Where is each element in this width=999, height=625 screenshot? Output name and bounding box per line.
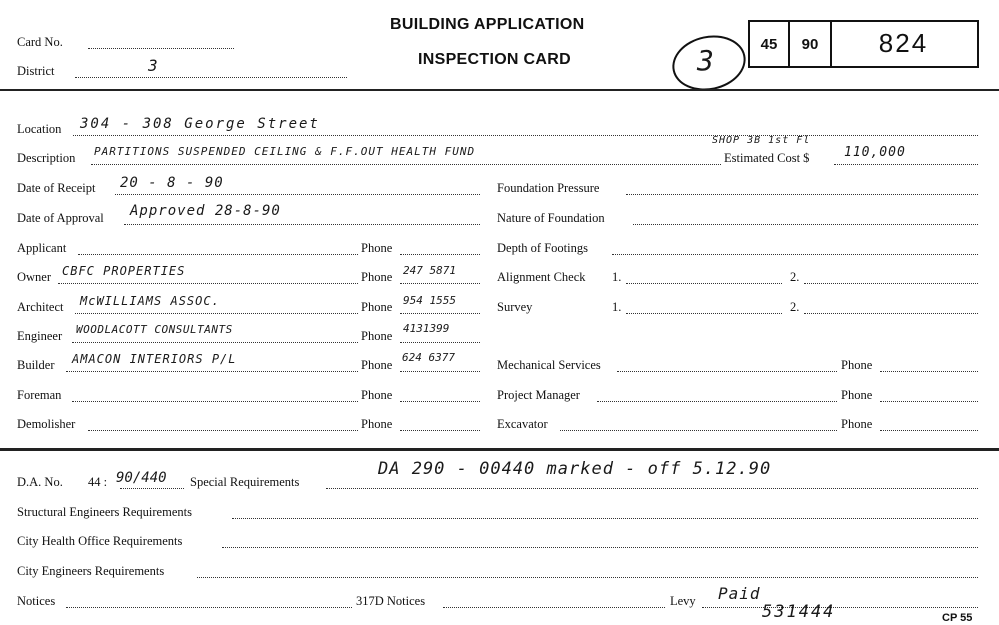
- project-manager-phone-field[interactable]: [880, 401, 978, 402]
- header-divider: [0, 89, 999, 91]
- engineer-phone-field[interactable]: [400, 342, 480, 343]
- phone-label: Phone: [361, 270, 393, 284]
- mechanical-field[interactable]: [617, 371, 837, 372]
- foreman-label: Foreman: [17, 388, 62, 402]
- notices-317d-label: 317D Notices: [356, 594, 426, 608]
- date-approval-field[interactable]: [124, 224, 480, 225]
- architect-label: Architect: [17, 300, 64, 314]
- phone-label: Phone: [841, 417, 873, 431]
- levy-receipt-number: 531444: [762, 602, 836, 622]
- date-approval-value: Approved 28-8-90: [130, 203, 281, 219]
- phone-label: Phone: [841, 358, 873, 372]
- builder-value: AMACON INTERIORS P/L: [72, 352, 237, 366]
- section-divider: [0, 448, 999, 451]
- foundation-pressure-label: Foundation Pressure: [497, 181, 600, 195]
- notices-field[interactable]: [66, 607, 352, 608]
- mechanical-label: Mechanical Services: [497, 358, 601, 372]
- file-number-part3: 824: [878, 28, 929, 58]
- alignment-check-field-1[interactable]: [626, 283, 782, 284]
- survey-num2: 2.: [790, 300, 800, 314]
- applicant-label: Applicant: [17, 241, 67, 255]
- phone-label: Phone: [361, 388, 393, 402]
- survey-label: Survey: [497, 300, 533, 314]
- alignment-num1: 1.: [612, 270, 622, 284]
- description-field[interactable]: [91, 164, 721, 165]
- builder-field[interactable]: [66, 371, 358, 372]
- alignment-num2: 2.: [790, 270, 800, 284]
- estimated-cost-label: Estimated Cost $: [724, 151, 810, 165]
- phone-label: Phone: [361, 329, 393, 343]
- special-requirements-label: Special Requirements: [190, 475, 300, 489]
- health-requirements-label: City Health Office Requirements: [17, 534, 183, 548]
- structural-requirements-label: Structural Engineers Requirements: [17, 505, 192, 519]
- demolisher-phone-field[interactable]: [400, 430, 480, 431]
- builder-phone-value: 624 6377: [402, 351, 455, 364]
- survey-num1: 1.: [612, 300, 622, 314]
- levy-label: Levy: [670, 594, 696, 608]
- estimated-cost-field[interactable]: [834, 164, 978, 165]
- special-requirements-field[interactable]: [326, 488, 978, 489]
- circled-number: 3: [697, 44, 716, 77]
- nature-foundation-field[interactable]: [633, 224, 978, 225]
- foreman-field[interactable]: [72, 401, 358, 402]
- district-label: District: [17, 64, 55, 78]
- date-receipt-label: Date of Receipt: [17, 181, 96, 195]
- engineer-phone-value: 4131399: [403, 322, 450, 335]
- excavator-label: Excavator: [497, 417, 548, 431]
- alignment-check-field-2[interactable]: [804, 283, 978, 284]
- form-title-line2: INSPECTION CARD: [418, 51, 571, 68]
- shop-note: SHOP 3B 1st Fl: [712, 135, 811, 146]
- location-field[interactable]: [73, 135, 978, 136]
- district-field[interactable]: [75, 77, 347, 78]
- date-receipt-field[interactable]: [115, 194, 480, 195]
- owner-field[interactable]: [58, 283, 358, 284]
- project-manager-field[interactable]: [597, 401, 837, 402]
- nature-foundation-label: Nature of Foundation: [497, 211, 605, 225]
- da-number-field[interactable]: [120, 488, 184, 489]
- survey-field-1[interactable]: [626, 313, 782, 314]
- card-no-label: Card No.: [17, 35, 63, 49]
- description-label: Description: [17, 151, 76, 165]
- foundation-pressure-field[interactable]: [626, 194, 978, 195]
- excavator-phone-field[interactable]: [880, 430, 978, 431]
- demolisher-field[interactable]: [88, 430, 358, 431]
- phone-label: Phone: [361, 358, 393, 372]
- description-value: PARTITIONS SUSPENDED CEILING & F.F.OUT HEALTH FUND: [94, 145, 476, 158]
- applicant-phone-field[interactable]: [400, 254, 480, 255]
- survey-field-2[interactable]: [804, 313, 978, 314]
- date-approval-label: Date of Approval: [17, 211, 104, 225]
- builder-label: Builder: [17, 358, 55, 372]
- da-number-prefix: 44 :: [88, 475, 108, 489]
- project-manager-label: Project Manager: [497, 388, 580, 402]
- location-label: Location: [17, 122, 62, 136]
- date-receipt-value: 20 - 8 - 90: [120, 175, 224, 191]
- levy-value: Paid: [718, 584, 761, 603]
- depth-footings-label: Depth of Footings: [497, 241, 588, 255]
- city-engineers-label: City Engineers Requirements: [17, 564, 165, 578]
- architect-phone-value: 954 1555: [403, 294, 456, 307]
- engineer-label: Engineer: [17, 329, 63, 343]
- city-engineers-field[interactable]: [197, 577, 978, 578]
- engineer-value: WOODLACOTT CONSULTANTS: [76, 323, 233, 336]
- foreman-phone-field[interactable]: [400, 401, 480, 402]
- district-value: 3: [148, 56, 160, 75]
- location-value: 304 - 308 George Street: [80, 116, 320, 132]
- estimated-cost-value: 110,000: [844, 145, 906, 160]
- form-title-line1: BUILDING APPLICATION: [390, 16, 585, 33]
- notices-label: Notices: [17, 594, 56, 608]
- engineer-field[interactable]: [72, 342, 358, 343]
- mechanical-phone-field[interactable]: [880, 371, 978, 372]
- owner-phone-field[interactable]: [400, 283, 480, 284]
- demolisher-label: Demolisher: [17, 417, 76, 431]
- da-number-label: D.A. No.: [17, 475, 63, 489]
- special-requirements-value: DA 290 - 00440 marked - off 5.12.90: [378, 459, 772, 479]
- alignment-check-label: Alignment Check: [497, 270, 586, 284]
- notices-317d-field[interactable]: [443, 607, 665, 608]
- owner-label: Owner: [17, 270, 52, 284]
- phone-label: Phone: [361, 417, 393, 431]
- phone-label: Phone: [841, 388, 873, 402]
- card-no-field[interactable]: [88, 48, 234, 49]
- phone-label: Phone: [361, 300, 393, 314]
- levy-field[interactable]: [702, 607, 978, 608]
- form-code: CP 55: [942, 612, 973, 624]
- file-number-part2: 90: [801, 36, 819, 53]
- structural-requirements-field[interactable]: [232, 518, 978, 519]
- owner-value: CBFC PROPERTIES: [62, 264, 186, 278]
- health-requirements-field[interactable]: [222, 547, 978, 548]
- file-number-part1: 45: [760, 36, 778, 53]
- architect-field[interactable]: [75, 313, 358, 314]
- architect-phone-field[interactable]: [400, 313, 480, 314]
- depth-footings-field[interactable]: [612, 254, 978, 255]
- da-number-value: 90/440: [116, 470, 167, 486]
- architect-value: McWILLIAMS ASSOC.: [80, 294, 220, 308]
- builder-phone-field[interactable]: [400, 371, 480, 372]
- excavator-field[interactable]: [560, 430, 837, 431]
- owner-phone-value: 247 5871: [403, 264, 456, 277]
- applicant-field[interactable]: [78, 254, 358, 255]
- phone-label: Phone: [361, 241, 393, 255]
